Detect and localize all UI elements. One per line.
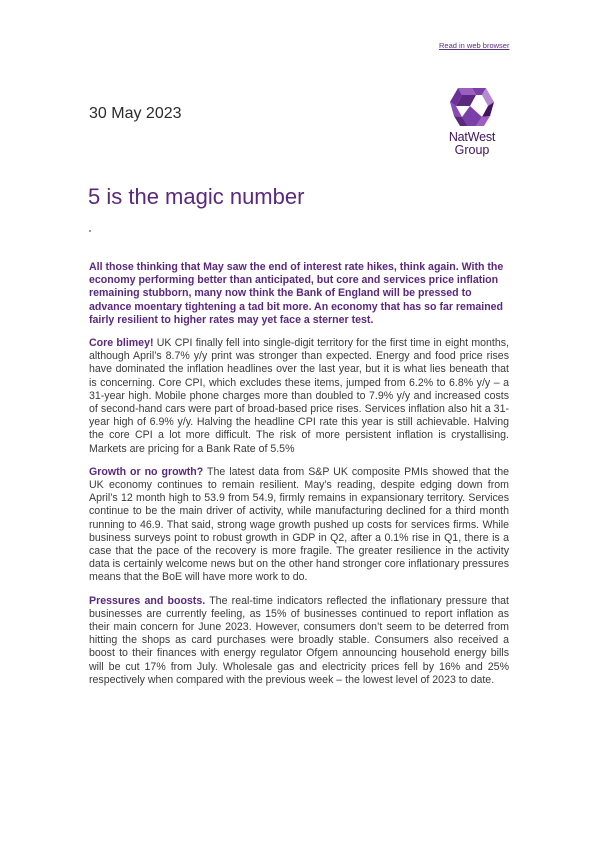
article-title: 5 is the magic number [88, 184, 305, 209]
natwest-group-logo [441, 86, 503, 157]
issue-date: 30 May 2023 [89, 105, 182, 122]
article-body [89, 261, 509, 697]
section-heading: Core blimey! [89, 337, 154, 350]
read-in-web-browser-link[interactable]: Read in web browser [439, 41, 510, 50]
section-text: UK CPI finally fell into single-digit territory for the first time in eight months, although April’s 8.7% y/y print was stronger than expected. Energy and food price rises have dominated the inflation headlines over the last year, but it is what lies beneath that is concerning. Core CPI, which excludes these items, jumped from 6.2% to 6.8% y/y – a 31-year high. Mobile phone charges more than doubled to 7.9% y/y and increased costs of second-hand cars were part of broad-based price rises. Services inflation also hit a 31-year high of 6.9% y/y. Halving the headline CPI rate this year is still achievable. Halving the core CPI a lot more difficult. The risk of more persistent inflation is crystallising. Markets are pricing for a Bank Rate of 5.5% [89, 337, 509, 455]
section-text: The real-time indicators reflected the inflationary pressure that businesses are currently feeling, as 15% of businesses continued to report inflation as their main concern for June 2023. However, consumers don’t seem to be deterred from hitting the shops as card purchases were broadly stable. Consumers also received a boost to their finances with energy regulator Ofgem announcing household energy bills will be cut 17% from July. Wholesale gas and electricity prices fell by 16% and 25% respectively when compared with the previous week – the lowest level of 2023 to date. [89, 594, 509, 686]
section-heading: Growth or no growth? [89, 465, 204, 478]
section-core-blimey [89, 337, 509, 456]
section-pressures [89, 595, 509, 687]
logo-natwest-text: NatWest [448, 130, 496, 144]
separator-dot [89, 230, 91, 232]
section-growth [89, 466, 509, 585]
section-text: The latest data from S&P UK composite PMIs showed that the UK economy continues to remain resilient. May’s reading, despite edging down from April’s 12 month high to 53.9 from 54.9, firmly remains in expansionary territory. Services continue to be the main driver of activity, while manufacturing declined for a third month running to 46.9. That said, strong wage growth pushed up costs for services firms. While business surveys point to robust growth in GDP in Q2, after a 0.1% rise in Q1, there is a case that the pace of the recovery is more fragile. The greater resilience in the activity data is certainly welcome news but on the other hand stronger core inflationary pressures means that the BoE will have more work to do. [89, 465, 509, 584]
logo-group-text: Group [454, 143, 490, 157]
lead-paragraph: All those thinking that May saw the end of interest rate hikes, think again. With the economy performing better than anticipated, but core and services price inflation remaining stubborn, many now think the Bank of England will be pressed to advance moentary tightening a tad bit more. An economy that has so far remained fairly resilient to higher rates may yet face a sterner test. [89, 261, 504, 326]
section-heading: Pressures and boosts. [89, 594, 206, 607]
natwest-cubes-icon [446, 86, 498, 128]
